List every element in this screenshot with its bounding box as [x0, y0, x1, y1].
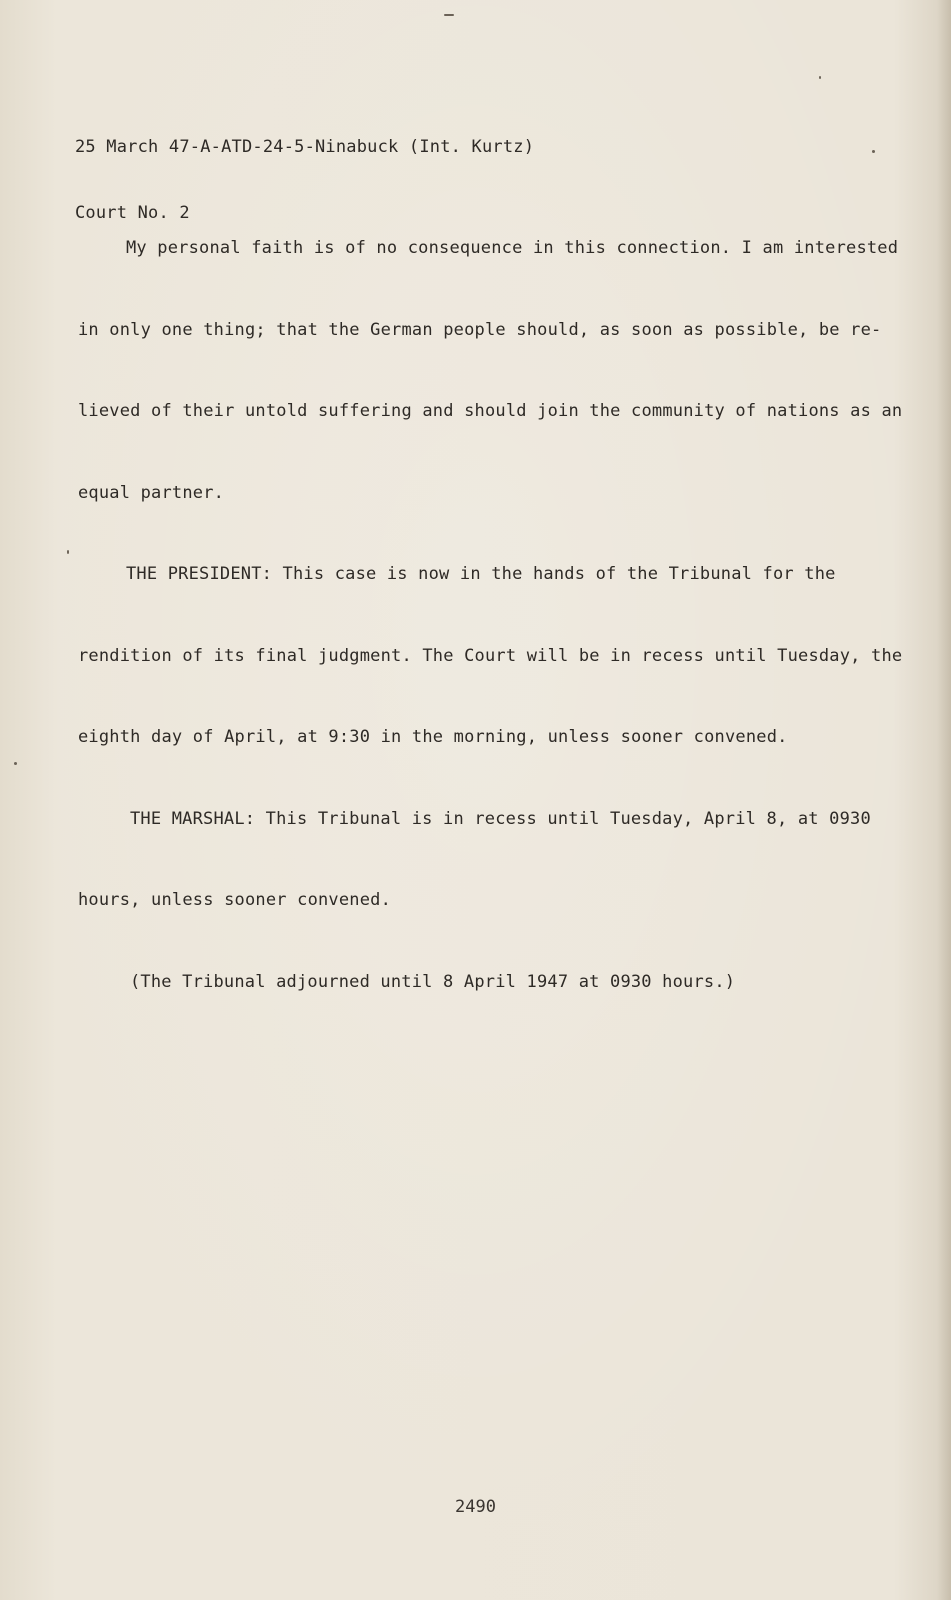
- paper-speck: [14, 762, 17, 765]
- marshal-line-2: hours, unless sooner convened.: [78, 890, 392, 910]
- paragraph-line-4: equal partner.: [78, 482, 225, 503]
- page-edge-shadow: [937, 0, 951, 1600]
- paragraph-line-3: lieved of their untold suffering and should join the community of nations as an: [78, 401, 903, 421]
- header-line-case: 25 March 47-A-ATD-24-5-Ninabuck (Int. Kurtz): [75, 137, 535, 157]
- president-line-1: THE PRESIDENT: This case is now in the hands of the Tribunal for the: [126, 564, 836, 584]
- marshal-line-1: THE MARSHAL: This Tribunal is in recess until Tuesday, April 8, at 0930: [130, 808, 871, 829]
- transcript-body: [78, 195, 903, 1050]
- paragraph-line-2: in only one thing; that the German people should, as soon as possible, be re-: [78, 319, 882, 340]
- paper-speck: [872, 150, 875, 153]
- page-number: 2490: [455, 1497, 496, 1517]
- paper-speck: [67, 550, 69, 554]
- president-line-3: eighth day of April, at 9:30 in the morning, unless sooner convened.: [78, 727, 788, 747]
- header-line-court: Court No. 2: [75, 203, 190, 223]
- adjournment-note: (The Tribunal adjourned until 8 April 1947 at 0930 hours.): [130, 971, 736, 992]
- paper-speck: [819, 76, 821, 79]
- paragraph-line-1: My personal faith is of no consequence in this connection. I am interested: [126, 238, 899, 258]
- president-line-2: rendition of its final judgment. The Court will be in recess until Tuesday, the: [78, 645, 903, 666]
- paper-mark: [444, 14, 454, 16]
